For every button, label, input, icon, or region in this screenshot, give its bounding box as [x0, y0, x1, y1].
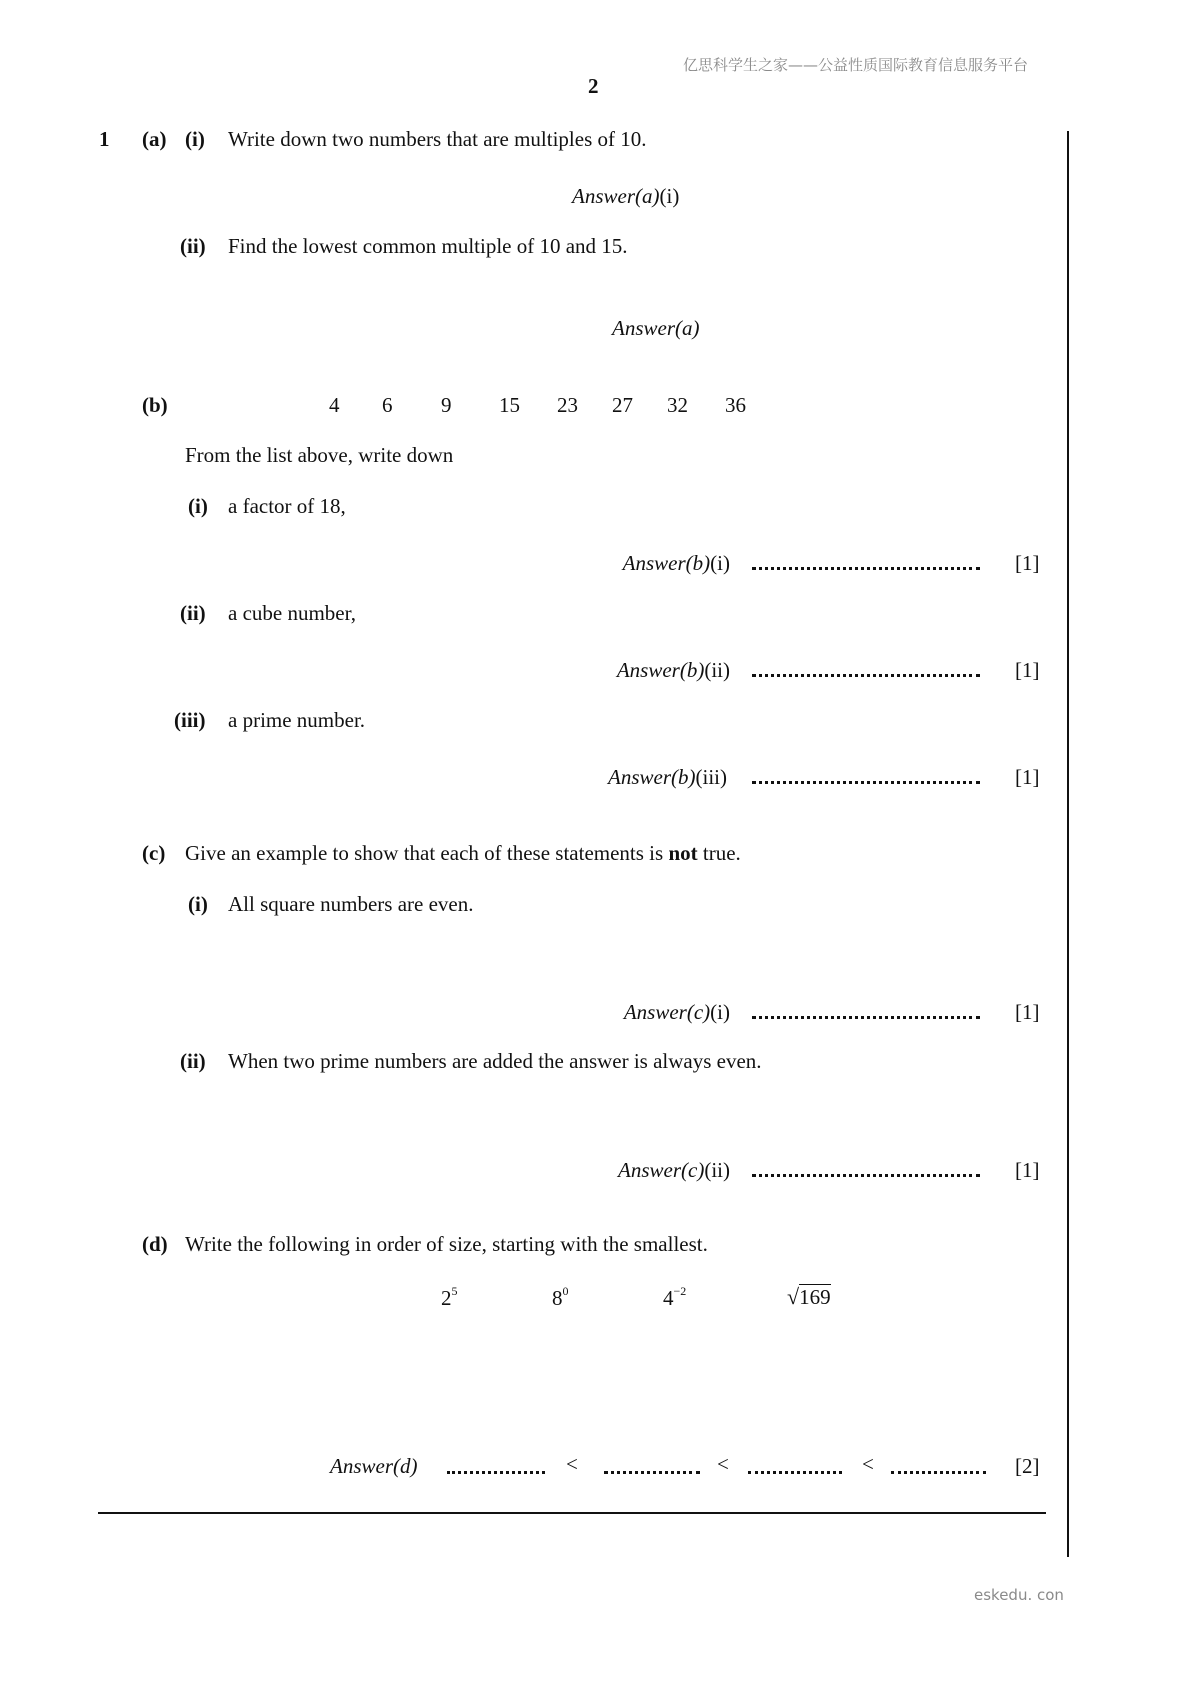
- end-of-question-rule: [98, 1512, 1046, 1514]
- footer-site: eskedu. con: [974, 1586, 1064, 1604]
- part-c-i-text: All square numbers are even.: [228, 892, 474, 916]
- watermark-header: 亿思科学生之家——公益性质国际教育信息服务平台: [683, 56, 1029, 74]
- list-number: 27: [612, 393, 633, 417]
- answer-b-ii-label: Answer(b)(ii): [616, 658, 730, 682]
- part-b-iii-label: (iii): [174, 708, 206, 732]
- less-than-sign: <: [566, 1452, 578, 1476]
- part-c-ii-text: When two prime numbers are added the answer is always even.: [228, 1049, 762, 1073]
- part-c-label: (c): [142, 841, 166, 865]
- answer-c-i-label: Answer(c)(i): [623, 1000, 730, 1024]
- answer-d-slot-2[interactable]: [604, 1471, 700, 1474]
- part-d-label: (d): [142, 1232, 168, 1256]
- part-b-label: (b): [142, 393, 168, 417]
- list-number: 36: [725, 393, 746, 417]
- part-a-i-label: (i): [185, 127, 205, 151]
- part-b-intro: From the list above, write down: [185, 443, 454, 467]
- part-c-text: Give an example to show that each of these statements is not true.: [185, 841, 741, 865]
- part-c-ii-label: (ii): [180, 1049, 206, 1073]
- list-number: 32: [667, 393, 688, 417]
- list-number: 15: [499, 393, 520, 417]
- part-b-ii-text: a cube number,: [228, 601, 357, 625]
- answer-b-i-line[interactable]: [752, 567, 980, 570]
- part-a-ii-text: Find the lowest common multiple of 10 and 15.: [228, 234, 628, 258]
- expression-power: $2^5$: [441, 1284, 458, 1310]
- expression-sqrt: √169: [787, 1284, 831, 1309]
- list-number: 6: [382, 393, 393, 417]
- answer-c-i-line[interactable]: [752, 1016, 980, 1019]
- list-number: 4: [329, 393, 340, 417]
- expression-power: $4^{-2}$: [663, 1284, 687, 1310]
- list-number: 23: [557, 393, 578, 417]
- part-a-label: (a): [142, 127, 167, 151]
- answer-c-ii-label: Answer(c)(ii): [618, 1158, 730, 1182]
- part-b-i-text: a factor of 18,: [228, 494, 346, 518]
- answer-b-i-label: Answer(b)(i): [622, 551, 730, 575]
- margin-rule: [1067, 131, 1069, 1557]
- marks-b-ii: [1]: [1015, 658, 1040, 682]
- expression-power: $8^0$: [552, 1284, 569, 1310]
- answer-a-i-label: Answer(a)(i): [572, 184, 680, 208]
- part-d-text: Write the following in order of size, starting with the smallest.: [185, 1232, 708, 1256]
- part-a-ii-label: (ii): [180, 234, 206, 258]
- part-b-ii-label: (ii): [180, 601, 206, 625]
- marks-c-ii: [1]: [1015, 1158, 1040, 1182]
- answer-d-label: Answer(d): [330, 1454, 418, 1478]
- answer-a-ii-label: Answer(a): [612, 316, 700, 340]
- list-number: 9: [441, 393, 452, 417]
- part-a-i-text: Write down two numbers that are multiples of 10.: [228, 127, 647, 151]
- answer-d-slot-1[interactable]: [447, 1471, 545, 1474]
- page-number: 2: [588, 74, 599, 98]
- less-than-sign: <: [862, 1452, 874, 1476]
- marks-b-iii: [1]: [1015, 765, 1040, 789]
- marks-b-i: [1]: [1015, 551, 1040, 575]
- answer-d-slot-4[interactable]: [891, 1471, 986, 1474]
- answer-d-slot-3[interactable]: [748, 1471, 842, 1474]
- less-than-sign: <: [717, 1452, 729, 1476]
- marks-d: [2]: [1015, 1454, 1040, 1478]
- part-c-i-label: (i): [188, 892, 208, 916]
- marks-c-i: [1]: [1015, 1000, 1040, 1024]
- part-b-i-label: (i): [188, 494, 208, 518]
- answer-b-iii-line[interactable]: [752, 781, 980, 784]
- answer-b-iii-label: Answer(b)(iii): [608, 765, 727, 789]
- answer-b-ii-line[interactable]: [752, 674, 980, 677]
- answer-c-ii-line[interactable]: [752, 1174, 980, 1177]
- question-number: 1: [99, 127, 110, 151]
- part-b-iii-text: a prime number.: [228, 708, 366, 732]
